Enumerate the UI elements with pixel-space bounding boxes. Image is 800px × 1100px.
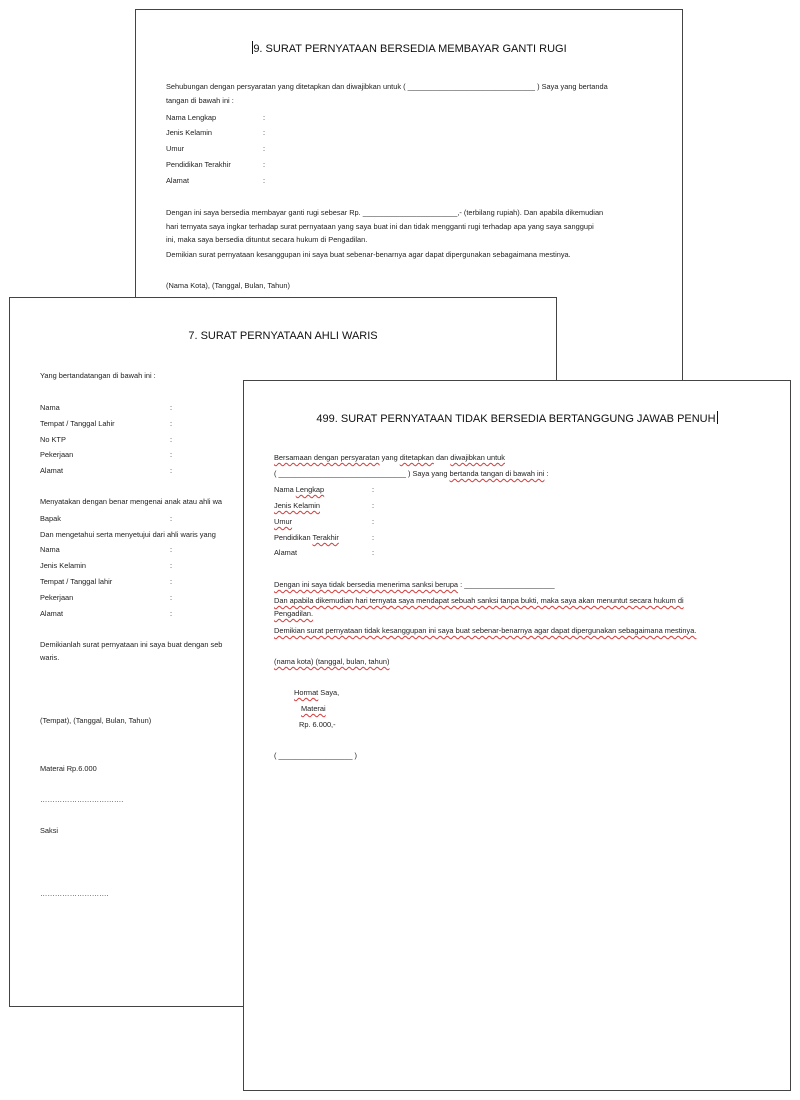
field-colon: : (170, 450, 173, 459)
intro-text: Sehubungan dengan persyaratan yang ditetapkan dan diwajibkan untuk ( _______________________________ ) Saya yang bertanda (166, 82, 608, 91)
field-colon: : (170, 561, 173, 570)
field-colon: : (372, 533, 375, 542)
closing-text: waris. (40, 653, 60, 662)
signature-line: ……………………………. (40, 795, 124, 804)
field-label: Pekerjaan (40, 593, 74, 602)
field-colon: : (170, 593, 173, 602)
field-label: No KTP (40, 435, 66, 444)
field-label: Pendidikan Terakhir (274, 533, 339, 542)
body-paragraph: Dengan ini saya bersedia membayar ganti rugi sebesar Rp. _______________________,- (terbilang rupiah). Dan apabila dikemudian (166, 208, 604, 217)
place-date: (nama kota) (tanggal, bulan, tahun) (274, 657, 390, 666)
field-colon: : (170, 514, 173, 523)
field-label: Nama Lengkap (166, 113, 217, 122)
page-title: 7. SURAT PERNYATAAN AHLI WARIS (188, 330, 378, 342)
field-label: Alamat (274, 548, 298, 557)
page-title: 499. SURAT PERNYATAAN TIDAK BERSEDIA BERTANGGUNG JAWAB PENUH (316, 413, 716, 425)
field-label: Tempat / Tanggal lahir (40, 577, 113, 586)
place-date: (Tempat), (Tanggal, Bulan, Tahun) (40, 716, 152, 725)
witness-label: Saksi (40, 826, 59, 835)
intro-text: tangan di bawah ini : (166, 96, 234, 105)
place-date: (Nama Kota), (Tanggal, Bulan, Tahun) (166, 281, 290, 290)
field-label: Nama (40, 545, 60, 554)
closing-text: Demikian surat pernyataan kesanggupan ini saya buat sebenar-benarnya agar dapat dipergunakan sebagaimana mestinya. (166, 250, 571, 259)
field-label: Alamat (40, 466, 64, 475)
field-colon: : (170, 545, 173, 554)
field-label: Pendidikan Terakhir (166, 160, 231, 169)
field-colon: : (263, 128, 266, 137)
field-label: Nama (40, 403, 60, 412)
closing-text: Demikian surat pernyataan tidak kesanggupan ini saya buat sebenar-benarnya agar dapat dipergunakan sebagaimana mestinya. (274, 626, 697, 635)
field-label: Tempat / Tanggal Lahir (40, 419, 115, 428)
signature-line: ………………………. (40, 889, 109, 898)
intro-text: Bersamaan dengan persyaratan yang ditetapkan dan diwajibkan untuk (274, 453, 505, 462)
field-label: Bapak (40, 514, 61, 523)
field-label: Alamat (166, 176, 190, 185)
materai-label: Materai (301, 704, 326, 713)
statement-text: Dengan ini saya tidak bersedia menerima sanksi berupa : ______________________ (274, 580, 555, 589)
field-colon: : (263, 160, 266, 169)
field-label: Jenis Kelamin (166, 128, 213, 137)
field-label: Umur (166, 144, 185, 153)
document-page-tidak-bersedia (243, 380, 791, 1091)
field-colon: : (263, 113, 266, 122)
field-label: Nama Lengkap (274, 485, 325, 494)
field-label: Jenis Kelamin (274, 501, 321, 510)
field-colon: : (372, 517, 375, 526)
field-colon: : (372, 485, 375, 494)
field-colon: : (372, 501, 375, 510)
materai-label: Materai Rp.6.000 (40, 764, 97, 773)
field-colon: : (170, 466, 173, 475)
declaration-text: Menyatakan dengan benar mengenai anak atau ahli wa (40, 497, 223, 506)
intro-text: Yang bertandatangan di bawah ini : (40, 371, 156, 380)
field-label: Jenis Kelamin (40, 561, 87, 570)
field-label: Umur (274, 517, 293, 526)
field-colon: : (263, 144, 266, 153)
body-paragraph: Dan apabila dikemudian hari ternyata saya mendapat sebuah sanksi tanpa bukti, maka saya akan menuntut secara hukum di (274, 596, 684, 605)
field-colon: : (170, 577, 173, 586)
witness-text: Dan mengetahui serta menyetujui dari ahli waris yang (40, 530, 216, 539)
closing-text: Demikianlah surat pernyataan ini saya buat dengan seb (40, 640, 223, 649)
intro-text: ( _______________________________ ) Saya yang bertanda tangan di bawah ini : (274, 469, 549, 478)
field-colon: : (263, 176, 266, 185)
regards-text: Hormat Saya, (294, 688, 340, 697)
body-paragraph: ini, maka saya bersedia dituntut secara hukum di Pengadilan. (166, 235, 368, 244)
field-colon: : (170, 403, 173, 412)
materai-amount: Rp. 6.000,- (299, 720, 336, 729)
field-colon: : (170, 435, 173, 444)
field-label: Alamat (40, 609, 64, 618)
body-paragraph: hari ternyata saya ingkar terhadap surat pernyataan yang saya buat ini dan tidak mengganti rugi terhadap apa yang saya sanggupi (166, 222, 594, 231)
field-colon: : (170, 419, 173, 428)
text-cursor (717, 411, 718, 424)
field-colon: : (372, 548, 375, 557)
signature-line: ( __________________ ) (274, 751, 358, 760)
page-title: 9. SURAT PERNYATAAN BERSEDIA MEMBAYAR GANTI RUGI (253, 43, 567, 55)
field-label: Pekerjaan (40, 450, 74, 459)
body-paragraph: Pengadilan. (274, 609, 314, 618)
field-colon: : (170, 609, 173, 618)
